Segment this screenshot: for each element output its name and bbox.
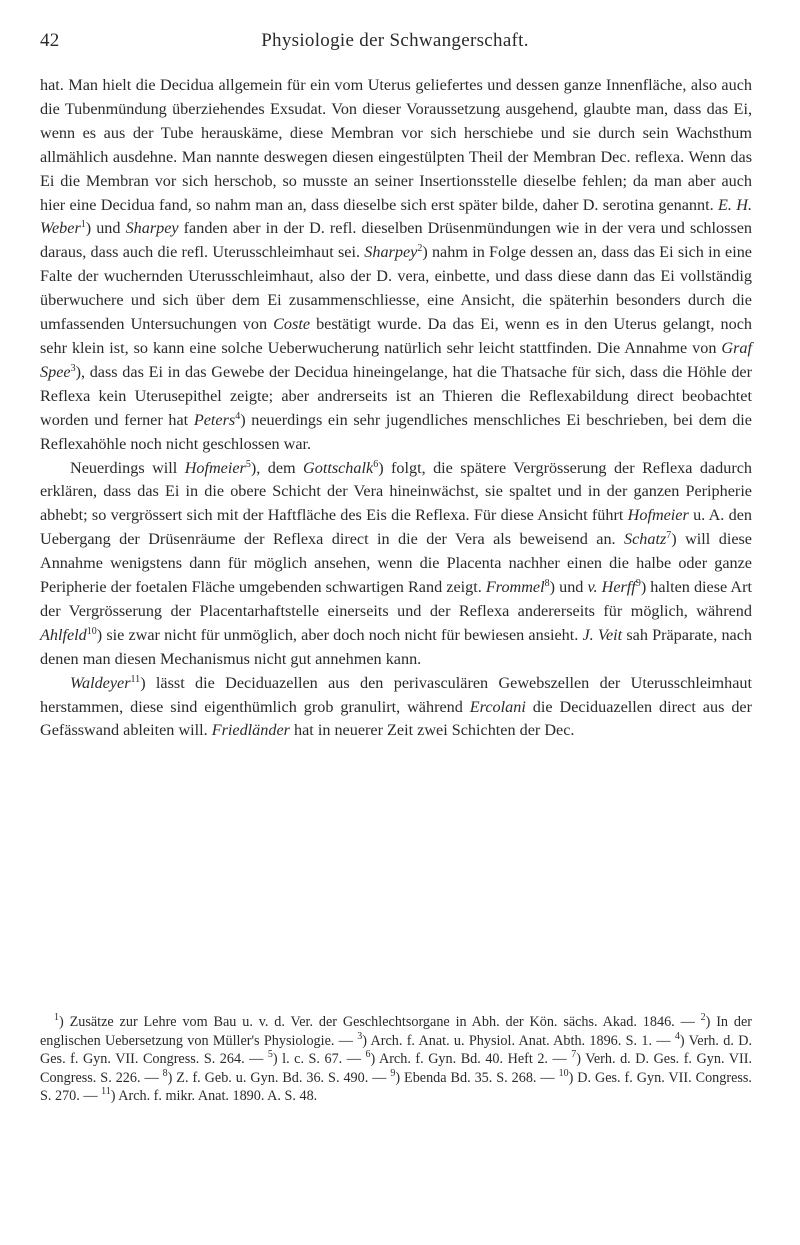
author-name: Peters (193, 410, 236, 429)
footnote-text: ) Z. f. Geb. u. Gyn. Bd. 36. S. 490. — (167, 1069, 391, 1086)
text: ) lässt die Deciduazellen aus den perivasculären Gewebszellen der Uterusschleimhaut herstammen, diese sind eigenthümlich grob granulirt, während (40, 673, 752, 716)
author-name: Ercolani (469, 697, 526, 716)
author-name: Coste (273, 315, 310, 334)
footnote-marker: 7 (571, 1049, 577, 1061)
author-name: Gottschalk (303, 458, 374, 477)
footnote-ref: 11 (130, 673, 141, 685)
paragraph (40, 74, 752, 457)
text: hat in neuerer Zeit zwei Schichten der Dec. (289, 721, 575, 740)
footnote-text: ) Verh. d. D. Ges. f. Gyn. VII. Congress. S. 264. — (40, 1032, 752, 1068)
running-head (40, 30, 750, 56)
footnote-marker: 1 (54, 1012, 59, 1023)
footnote-marker: 8 (162, 1067, 168, 1079)
text: ) nahm in Folge dessen an, dass das Ei sich in eine Falte der wuchernden Uterusschleimhaut, also der D. vera, einbette, und dass diese dann das Ei vollständig überwuchere und sich über dem Ei zusammenschliesse, eine Ansicht, die späterhin besonders durch die umfassenden Untersuchungen von (40, 243, 752, 334)
author-name: Hofmeier (627, 506, 689, 525)
footnote-marker: 5 (267, 1049, 273, 1061)
footnote-ref: 8 (544, 578, 550, 590)
main-text (40, 74, 752, 743)
footnote-text: ) Verh. d. D. Ges. f. Gyn. VII. Congress. S. 226. — (40, 1051, 752, 1086)
footnote-text: ) D. Ges. f. Gyn. VII. Congress. S. 270. — (40, 1069, 752, 1105)
footnote-ref: 6 (373, 458, 379, 470)
footnote-ref: 7 (666, 530, 672, 542)
footnote-marker: 9 (390, 1067, 396, 1079)
author-name: Frommel (485, 578, 545, 597)
footnotes (40, 1013, 752, 1106)
text: ), dass das Ei in das Gewebe der Decidua hineingelange, hat die Thatsache für sich, dass die Höhle der Reflexa kein Uterusepithel zeigte; aber andrerseits ist an Thieren die Reflexabildung direct beobachtet worden und ferner hat (40, 362, 752, 429)
author-name: Graf Spee (40, 338, 752, 381)
footnote-marker: 10 (558, 1067, 569, 1079)
footnote-ref: 4 (235, 410, 241, 422)
text: ) will diese Annahme wenigstens dann für möglich ansehen, wenn die Placenta nachher einen die halbe oder ganze Peripherie der foetalen Fläche umgebenden schwartigen Rand zeigt. (40, 530, 752, 597)
author-name: v. Herff (587, 578, 636, 597)
text: Neuerdings will (70, 458, 185, 477)
author-name: Friedländer (211, 721, 290, 740)
paragraph (40, 457, 752, 672)
text: u. A. den Uebergang der Drüsenräume der Reflexa direct in die der Vera als beweisend an. (40, 506, 753, 549)
page-number: 42 (40, 30, 60, 51)
footnote-text: ) In der englischen Uebersetzung von Müller's Physiologie. — (40, 1014, 752, 1049)
text: ) sie zwar nicht für unmöglich, aber doch noch nicht für bewiesen ansieht. (96, 625, 583, 644)
footnote-ref: 10 (86, 625, 97, 637)
text: hat. Man hielt die Decidua allgemein für ein vom Uterus geliefertes und dessen ganze Innenfläche, also auch die Tubenmündung überziehendes Exsudat. Von dieser Voraussetzung ausgehend, glaubte man, dass das Ei, wenn es aus der Tube herauskäme, diese Membran vor sich herschiebe und sie durch sein Wachsthum allmählich ausdehne. Man nannte deswegen diesen eingestülpten Theil der Membran Dec. reflexa. Wenn das Ei die Membran vor sich herschob, so musste an seiner Insertionsstelle dieselbe fehlen; da man aber auch hier eine Decidua fand, so nahm man an, dass dieselbe sich erst später bilde, daher D. serotina genannt. (40, 76, 752, 214)
text: ) halten diese Art der Vergrösserung der Placentarhaftstelle einerseits und der Reflexa andererseits für möglich, während (40, 578, 753, 620)
text: sah Präparate, nach denen man diesen Mechanismus nicht gut annehmen kann. (40, 625, 752, 668)
author-name: Waldeyer (70, 673, 131, 692)
text: ), dem (250, 458, 304, 477)
footnote-ref: 3 (70, 362, 76, 374)
text: fanden aber in der D. refl. dieselben Drüsenmündungen wie in der vera und schlossen daraus, dass auch die refl. Uterusschleimhaut sei. (40, 219, 752, 262)
footnote-marker: 11 (101, 1086, 111, 1098)
footnote-text: ) Zusätze zur Lehre vom Bau u. v. d. Ver. der Geschlechtsorgane in Abh. der Kön. sächs. Akad. 1846. — (59, 1014, 701, 1030)
author-name: Sharpey (364, 243, 418, 262)
footnote-text: ) Arch. f. mikr. Anat. 1890. A. S. 48. (110, 1088, 318, 1105)
author-name: J. Veit (582, 625, 623, 644)
footnote-text: ) Arch. f. Anat. u. Physiol. Anat. Abth. 1896. S. 1. — (362, 1032, 675, 1049)
footnote-ref: 5 (245, 458, 251, 470)
footnote-marker: 2 (700, 1012, 706, 1023)
author-name: Schatz (624, 530, 667, 549)
footnote-block (40, 1013, 752, 1106)
running-title: Physiologie der Schwangerschaft. (261, 30, 529, 51)
footnote-ref: 2 (417, 243, 423, 255)
footnote-text: ) l. c. S. 67. — (272, 1051, 366, 1068)
text: ) und (549, 578, 588, 597)
footnote-marker: 4 (674, 1030, 680, 1042)
footnote-text: ) Ebenda Bd. 35. S. 268. — (395, 1069, 559, 1086)
text: die Deciduazellen direct aus der Gefässwand ableiten will. (40, 697, 752, 740)
footnote-ref: 9 (635, 578, 641, 590)
text: ) neuerdings ein sehr jugendliches menschliches Ei beschrieben, bei dem die Reflexahöhle noch nicht geschlossen war. (40, 410, 752, 453)
footnote-marker: 3 (357, 1030, 363, 1042)
author-name: E. H. Weber (40, 195, 753, 238)
author-name: Hofmeier (184, 458, 246, 477)
footnote-ref: 1 (80, 219, 86, 231)
paragraph (40, 672, 752, 744)
footnote-text: ) Arch. f. Gyn. Bd. 40. Heft 2. — (370, 1051, 572, 1068)
author-name: Ahlfeld (40, 625, 87, 644)
text: bestätigt wurde. Da das Ei, wenn es in den Uterus gelangt, noch sehr klein ist, so kann eine solche Ueberwucherung natürlich sehr leicht stattfinden. Die Annahme von (40, 315, 752, 357)
text: ) folgt, die spätere Vergrösserung der Reflexa dadurch erklären, dass das Ei in die obere Schicht der Vera hineinwächst, sie spaltet und in der ganzen Peripherie abhebt; so vergrössert sich mit der Haftfläche des Eis die Reflexa. Für diese Ansicht führt (40, 458, 752, 525)
author-name: Sharpey (125, 219, 179, 238)
footnote-marker: 6 (365, 1049, 371, 1061)
text: ) und (85, 219, 126, 238)
